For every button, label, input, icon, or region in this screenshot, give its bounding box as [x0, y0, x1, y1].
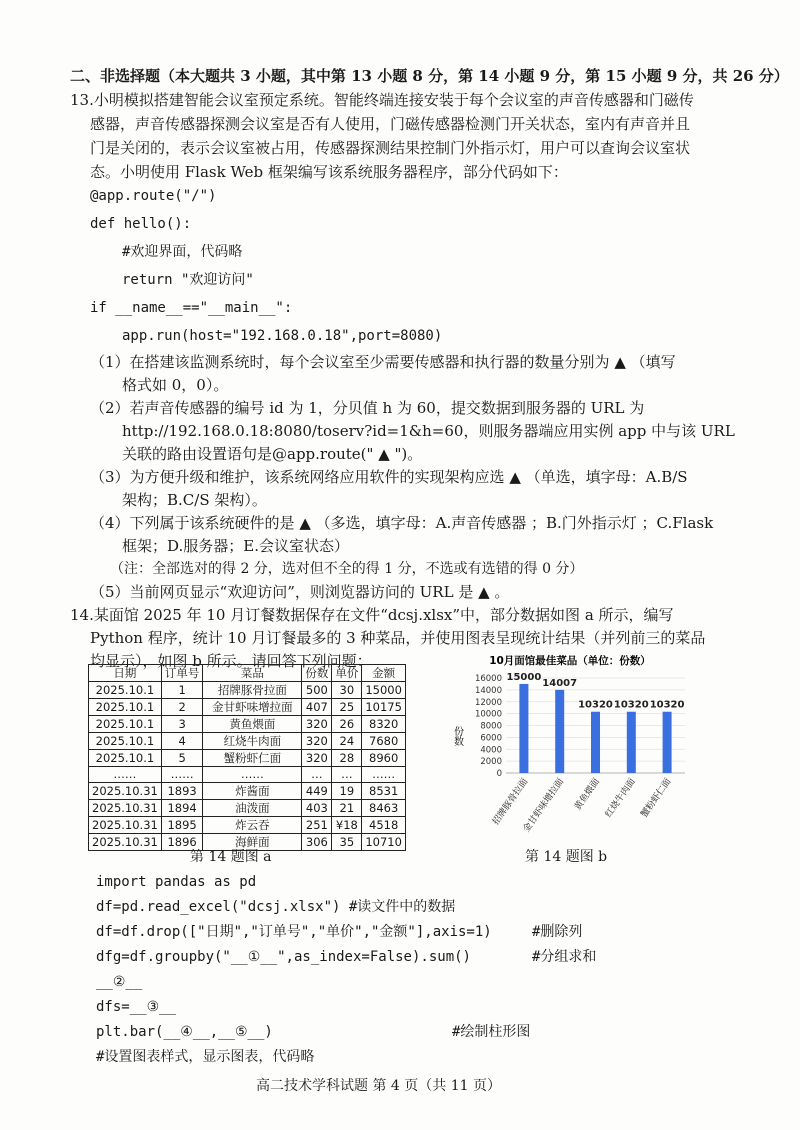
q13-scoring-note: （注：全部选对的得 2 分，选对但不全的得 1 分，不选或有选错的得 0 分）	[110, 561, 584, 577]
chart-category-label: 黄鱼煨面	[573, 776, 602, 813]
table-cell: 320	[302, 716, 332, 733]
table-row	[89, 699, 406, 716]
best-dishes-chart	[440, 650, 690, 845]
chart-category-label: 金甘虾味增拉面	[521, 776, 567, 835]
table-row	[89, 716, 406, 733]
table-cell: 金甘虾味增拉面	[203, 699, 302, 716]
table-row	[89, 799, 406, 816]
q14-code-line-3: df=df.drop(["日期","订单号","单价","金额"],axis=1)	[96, 924, 492, 940]
chart-category-label: 蟹粉虾仁面	[639, 776, 674, 820]
table-cell: 8463	[362, 799, 406, 816]
q13-code-line-3: #欢迎界面，代码略	[122, 244, 243, 260]
table-cell: ¥18	[332, 816, 362, 833]
chart-value-label: 10320	[649, 699, 685, 711]
q14-code-line-last: #设置图表样式，显示图表，代码略	[96, 1049, 315, 1065]
q14-code-line-2: df=pd.read_excel("dcsj.xlsx") #读文件中的数据	[96, 899, 456, 915]
table-cell: …	[302, 767, 332, 783]
chart-y-tick-label: 6000	[480, 733, 502, 744]
q13-question-line-2: 格式如 0，0）。	[122, 376, 229, 394]
table-header-row	[89, 665, 406, 682]
table-cell: 油泼面	[203, 799, 302, 816]
chart-category-label: 招牌豚骨拉面	[491, 776, 531, 827]
table-row	[89, 750, 406, 767]
table-cell: 蟹粉虾仁面	[203, 750, 302, 767]
q13-code-line-4: return "欢迎访问"	[122, 272, 254, 288]
col-header-order-no: 订单号	[161, 665, 203, 682]
table-cell: 黄鱼煨面	[203, 716, 302, 733]
table-cell: 320	[302, 733, 332, 750]
table-cell: 2025.10.31	[89, 816, 162, 833]
q13-question-line-6: （3）为方便升级和维护，该系统网络应用软件的实现架构应选 ▲ （单选，填字母：A.B/S	[90, 468, 688, 486]
q14-code-comment-bar: #绘制柱形图	[452, 1024, 531, 1040]
table-cell: 5	[161, 750, 203, 767]
q13-question-line-4: http://192.168.0.18:8080/toserv?id=1&h=60，则服务器端应用实例 app 中与该 URL	[122, 422, 735, 440]
table-cell: 19	[332, 782, 362, 799]
table-cell: …	[332, 767, 362, 783]
q14-code-comment-group: #分组求和	[532, 949, 597, 965]
q14-code-line-4: dfg=df.groupby("__①__",as_index=False).sum()	[96, 949, 471, 965]
table-cell: 炸云吞	[203, 816, 302, 833]
table-cell: 2025.10.1	[89, 733, 162, 750]
table-cell: 407	[302, 699, 332, 716]
chart-bar	[663, 712, 672, 773]
table-cell: 2025.10.1	[89, 750, 162, 767]
col-header-price: 单价	[332, 665, 362, 682]
chart-y-tick-label: 0	[496, 769, 502, 779]
col-header-dish: 菜品	[203, 665, 302, 682]
table-cell: 4	[161, 733, 203, 750]
chart-y-tick-label: 12000	[474, 697, 502, 708]
table-cell: 1895	[161, 816, 203, 833]
table-cell: 2	[161, 699, 203, 716]
table-cell: 1894	[161, 799, 203, 816]
table-cell: 8531	[362, 782, 406, 799]
table-cell: 红烧牛肉面	[203, 733, 302, 750]
table-row	[89, 816, 406, 833]
table-cell: 2025.10.31	[89, 799, 162, 816]
chart-y-tick-label: 10000	[474, 709, 502, 720]
q14-code-blank-2: __②__	[96, 974, 143, 990]
table-row	[89, 767, 406, 783]
table-cell: 1896	[161, 833, 203, 850]
section-header: 二、非选择题（本大题共 3 小题，其中第 13 小题 8 分，第 14 小题 9 分，第 15 小题 9 分，共 26 分）	[70, 67, 789, 85]
q14-intro-line-2: Python 程序，统计 10 月订餐最多的 3 种菜品，并使用图表呈现统计结果（并列前三的菜品	[90, 629, 706, 647]
q14-code-line-dfs: dfs=__③__	[96, 999, 176, 1015]
table-cell: 25	[332, 699, 362, 716]
chart-y-tick-label: 14000	[474, 685, 502, 696]
chart-y-tick-label: 16000	[474, 674, 502, 684]
table-cell: 30	[332, 682, 362, 699]
table-cell: 449	[302, 782, 332, 799]
q13-intro-line-3: 门是关闭的，表示会议室被占用，传感器探测结果控制门外指示灯，用户可以查询会议室状	[90, 139, 691, 157]
q13-code-line-5: if __name__=="__main__":	[90, 300, 293, 316]
table-cell: 320	[302, 750, 332, 767]
q14-code-line-1: import pandas as pd	[96, 874, 257, 890]
table-cell: 251	[302, 816, 332, 833]
table-cell: 306	[302, 833, 332, 850]
page-footer: 高二技术学科试题 第 4 页（共 11 页）	[256, 1078, 501, 1094]
table-cell: 403	[302, 799, 332, 816]
table-cell: ……	[161, 767, 203, 783]
table-cell: 26	[332, 716, 362, 733]
chart-y-tick-label: 8000	[480, 721, 502, 732]
table-cell: ……	[362, 767, 406, 783]
table-cell: 10710	[362, 833, 406, 850]
figure-a-caption: 第 14 题图 a	[190, 849, 272, 865]
q13-intro-line-4: 态。小明使用 Flask Web 框架编写该系统服务器程序，部分代码如下：	[90, 163, 568, 181]
chart-title: 10月面馆最佳菜品（单位：份数）	[489, 655, 651, 667]
q13-code-line-6: app.run(host="192.168.0.18",port=8080)	[122, 328, 443, 344]
q13-intro-line-1: 13.小明模拟搭建智能会议室预定系统。智能终端连接安装于每个会议室的声音传感器和门磁传	[70, 91, 694, 109]
table-cell: 500	[302, 682, 332, 699]
table-cell: 8960	[362, 750, 406, 767]
table-cell: 炸酱面	[203, 782, 302, 799]
col-header-portions: 份数	[302, 665, 332, 682]
table-cell: 8320	[362, 716, 406, 733]
q13-question-line-3: （2）若声音传感器的编号 id 为 1，分贝值 h 为 60，提交数据到服务器的 URL 为	[90, 399, 645, 417]
chart-value-label: 10320	[613, 699, 649, 711]
table-cell: 2025.10.1	[89, 716, 162, 733]
q13-code-line-2: def hello():	[90, 216, 192, 232]
q14-intro-line-1: 14.某面馆 2025 年 10 月订餐数据保存在文件“dcsj.xlsx”中，部分数据如图 a 所示，编写	[70, 606, 674, 624]
table-row	[89, 733, 406, 750]
table-cell: 3	[161, 716, 203, 733]
q13-intro-line-2: 感器，声音传感器探测会议室是否有人使用，门磁传感器检测门开关状态，室内有声音并且	[90, 115, 691, 133]
table-cell: 2025.10.31	[89, 782, 162, 799]
table-cell: 4518	[362, 816, 406, 833]
chart-value-label: 14007	[542, 677, 578, 689]
q13-question-line-5: 关联的路由设置语句是@app.route(" ▲ ")。	[122, 445, 423, 463]
chart-y-tick-label: 4000	[480, 745, 502, 756]
chart-value-label: 15000	[506, 671, 542, 683]
table-cell: ……	[89, 767, 162, 783]
table-cell: 28	[332, 750, 362, 767]
table-cell: 21	[332, 799, 362, 816]
chart-category-label: 红烧牛肉面	[603, 776, 638, 820]
table-row	[89, 682, 406, 699]
col-header-amount: 金额	[362, 665, 406, 682]
q13-question-line-11: （5）当前网页显示“欢迎访问”，则浏览器访问的 URL 是 ▲ 。	[90, 583, 510, 601]
col-header-date: 日期	[89, 665, 162, 682]
chart-value-label: 10320	[578, 699, 613, 711]
orders-table	[88, 664, 406, 851]
q13-question-line-9: 框架；D.服务器；E.会议室状态）	[122, 537, 349, 555]
chart-y-tick-label: 2000	[480, 757, 502, 768]
chart-bar	[591, 712, 600, 773]
table-cell: 7680	[362, 733, 406, 750]
q14-code-comment-drop: #删除列	[532, 924, 583, 940]
table-cell: 2025.10.1	[89, 699, 162, 716]
table-cell: ……	[203, 767, 302, 783]
q13-question-line-8: （4）下列属于该系统硬件的是 ▲ （多选，填字母：A.声音传感器 ；B.门外指示灯 ；C.Flask	[90, 514, 714, 532]
table-cell: 2025.10.1	[89, 682, 162, 699]
chart-bar	[555, 690, 564, 773]
q14-code-line-plt: plt.bar(__④__,__⑤__)	[96, 1024, 273, 1040]
q13-code-line-1: @app.route("/")	[90, 188, 217, 204]
q14-intro-line-3: 均显示），如图 b 所示。请回答下列问题：	[90, 652, 372, 670]
table-cell: 1893	[161, 782, 203, 799]
table-cell: 2025.10.31	[89, 833, 162, 850]
table-cell: 海鲜面	[203, 833, 302, 850]
table-cell: 10175	[362, 699, 406, 716]
table-cell: 15000	[362, 682, 406, 699]
table-cell: 招牌豚骨拉面	[203, 682, 302, 699]
chart-bar	[627, 712, 636, 773]
chart-y-axis-label: 份数	[451, 726, 463, 746]
figure-b-caption: 第 14 题图 b	[525, 849, 608, 865]
table-cell: 1	[161, 682, 203, 699]
table-cell: 35	[332, 833, 362, 850]
table-cell: 24	[332, 733, 362, 750]
table-row	[89, 782, 406, 799]
chart-bar	[519, 684, 528, 773]
q13-question-line-7: 架构；B.C/S 架构）。	[122, 491, 267, 509]
q13-question-line-1: （1）在搭建该监测系统时，每个会议室至少需要传感器和执行器的数量分别为 ▲ （填写	[90, 353, 676, 371]
